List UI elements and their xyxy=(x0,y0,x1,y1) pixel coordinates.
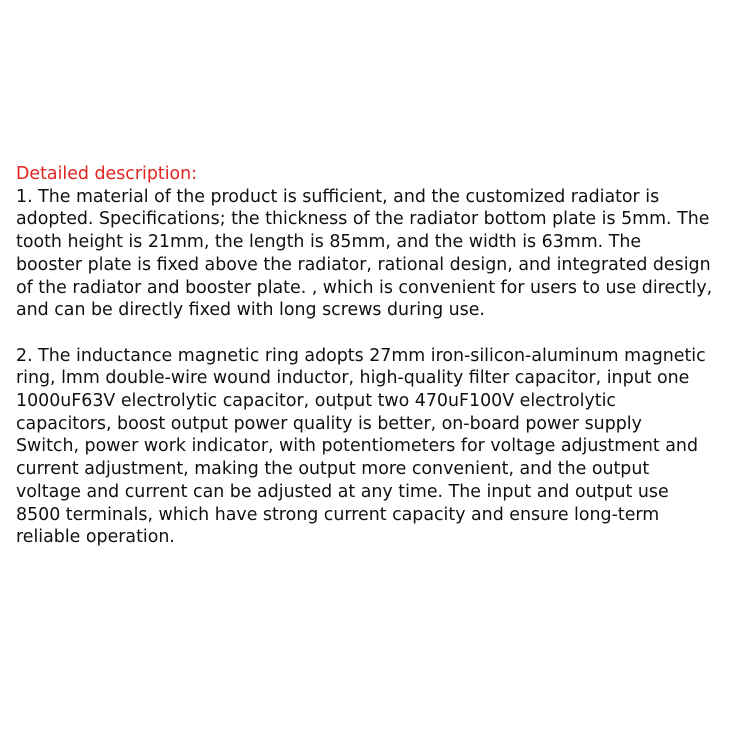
paragraph-2 xyxy=(16,345,738,549)
paragraph-line: booster plate is fixed above the radiator, rational design, and integrated design xyxy=(16,254,711,275)
paragraph-line: current adjustment, making the output more convenient, and the output xyxy=(16,459,650,480)
paragraph-line: of the radiator and booster plate. , which is convenient for users to use directly, xyxy=(16,277,713,298)
paragraph-line: Switch, power work indicator, with potentiometers for voltage adjustment and xyxy=(16,436,698,457)
paragraph-line: ring, lmm double-wire wound inductor, high-quality filter capacitor, input one xyxy=(16,368,690,389)
description-heading: Detailed description: xyxy=(16,164,198,184)
paragraph-line: adopted. Specifications; the thickness of the radiator bottom plate is 5mm. The xyxy=(16,209,710,230)
paragraph-line: 1. The material of the product is sufficient, and the customized radiator is xyxy=(16,186,660,207)
paragraph-1 xyxy=(16,186,738,322)
paragraph-line: voltage and current can be adjusted at any time. The input and output use xyxy=(16,481,669,502)
product-description xyxy=(16,163,738,549)
paragraph-line: tooth height is 21mm, the length is 85mm, and the width is 63mm. The xyxy=(16,232,642,253)
paragraph-line: 2. The inductance magnetic ring adopts 27mm iron-silicon-aluminum magnetic xyxy=(16,345,706,366)
paragraph-line: reliable operation. xyxy=(16,527,175,548)
paragraph-line: 8500 terminals, which have strong current capacity and ensure long-term xyxy=(16,504,660,525)
paragraph-line: capacitors, boost output power quality is better, on-board power supply xyxy=(16,413,642,434)
paragraph-line: and can be directly fixed with long screws during use. xyxy=(16,300,485,321)
paragraph-line: 1000uF63V electrolytic capacitor, output two 470uF100V electrolytic xyxy=(16,391,616,412)
